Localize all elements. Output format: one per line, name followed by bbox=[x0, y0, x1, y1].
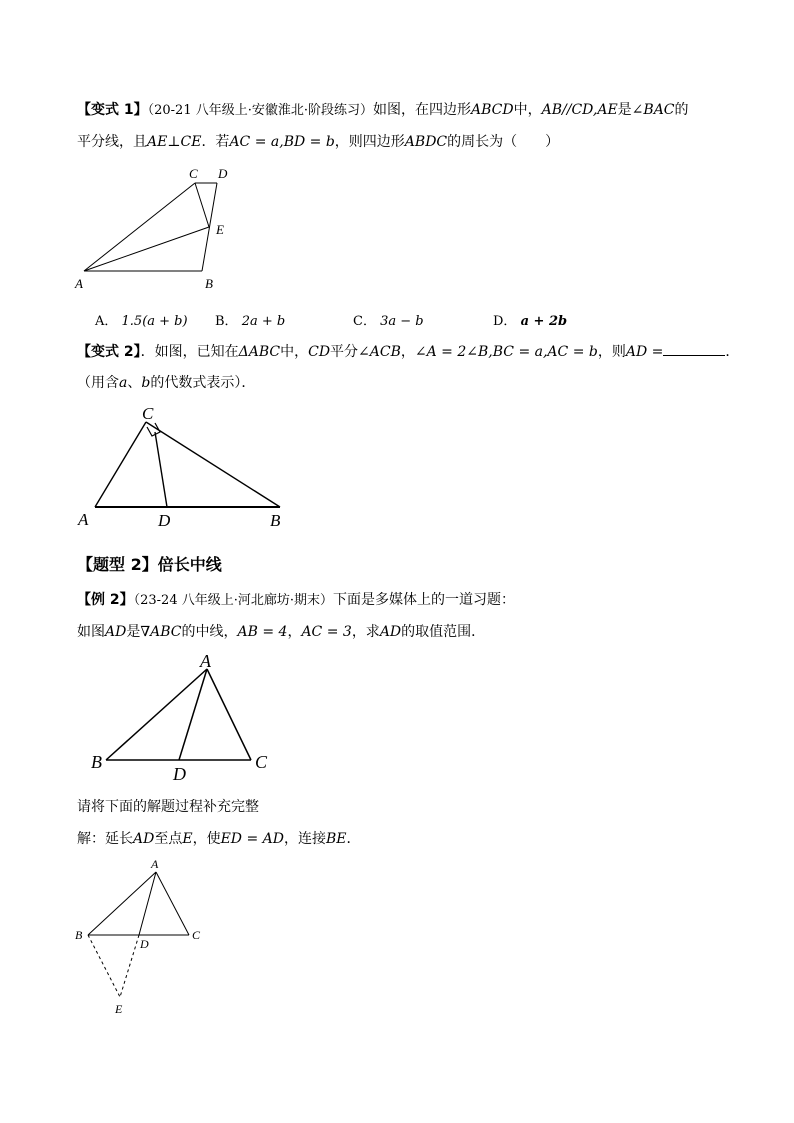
choice-d[interactable] bbox=[493, 310, 567, 329]
ex2-tag: 【例 2】 bbox=[77, 592, 134, 608]
v1-text1: 如图，在四边形 bbox=[373, 102, 471, 118]
v2-line2: （用含 bbox=[77, 375, 119, 391]
v2-line2end: 的代数式表示）． bbox=[150, 375, 256, 391]
v1-line-1 bbox=[77, 100, 689, 121]
sol-e: E bbox=[182, 831, 193, 847]
ex2-sep: ， bbox=[287, 624, 302, 640]
v2-angle: ∠ACB bbox=[358, 344, 401, 360]
v1-quad2: ABDC bbox=[404, 134, 448, 150]
answer-blank[interactable] bbox=[663, 341, 725, 356]
v2-label-a: A bbox=[78, 510, 89, 529]
choice-d-expr: a + 2b bbox=[520, 314, 568, 329]
v1-text4: 的 bbox=[674, 102, 689, 118]
v2-seg-cd bbox=[155, 432, 167, 507]
v2-text4: ， bbox=[400, 344, 415, 360]
v1-seg-ce bbox=[195, 183, 209, 227]
v2-figure bbox=[75, 405, 295, 530]
v1-text2: 中， bbox=[513, 102, 542, 118]
ex2-fill: 请将下面的解题过程补充完整 bbox=[77, 799, 259, 815]
ex2-solution-figure bbox=[70, 855, 220, 1020]
v1-line2c: ，则四边形 bbox=[334, 134, 405, 150]
ex2-ad: AD bbox=[105, 624, 127, 640]
sol-label-d: D bbox=[140, 937, 149, 951]
sol-label-b: B bbox=[75, 928, 83, 942]
v1-perp: AE⊥CE bbox=[147, 134, 202, 150]
v1-text3: 是 bbox=[617, 102, 632, 118]
sol-seg-ac bbox=[156, 872, 189, 935]
ex2-ab: AB = 4 bbox=[237, 624, 288, 640]
ex2-label-b: B bbox=[91, 752, 102, 772]
sol-label-c: C bbox=[192, 928, 201, 942]
ex2-q5: 的取值范围． bbox=[401, 624, 486, 640]
v2-label-c: C bbox=[142, 404, 154, 423]
v1-label-a: A bbox=[75, 276, 83, 291]
v2-text1: ．如图，已知在 bbox=[140, 344, 239, 360]
v2-text5: ，则 bbox=[597, 344, 626, 360]
v2-b: b bbox=[141, 375, 151, 391]
ex2-figure bbox=[88, 650, 283, 782]
ex2-seg-ac bbox=[207, 669, 251, 760]
v2-cd: CD bbox=[308, 344, 331, 360]
ex2-solution bbox=[77, 829, 361, 849]
ex2-seg-ad bbox=[179, 669, 207, 760]
ex2-source: （23-24 八年级上·河北廊坊·期末） bbox=[133, 593, 333, 608]
choice-b-expr: 2a + b bbox=[241, 314, 286, 329]
sol-label-a: A bbox=[151, 857, 159, 871]
sol4: ，连接 bbox=[284, 831, 326, 847]
v2-a: a bbox=[119, 375, 128, 391]
v1-seg-db bbox=[202, 183, 217, 271]
ex2-label-d: D bbox=[173, 764, 186, 784]
sol-seg-de bbox=[120, 935, 139, 997]
v1-line-2 bbox=[77, 132, 559, 152]
v1-label-b: B bbox=[205, 276, 213, 291]
sol-be: BE bbox=[326, 831, 347, 847]
v1-quad: ABCD bbox=[471, 102, 514, 118]
sol-ad: AD bbox=[133, 831, 155, 847]
choice-d-letter: D． bbox=[493, 314, 517, 329]
v2-end: ． bbox=[725, 344, 740, 360]
v1-line2a: 平分线，且 bbox=[77, 134, 147, 150]
v1-tag: 【变式 1】 bbox=[77, 102, 148, 118]
choice-a-letter: A． bbox=[95, 314, 118, 329]
ex2-tri: ∇ABC bbox=[140, 624, 182, 640]
choice-a[interactable] bbox=[95, 310, 188, 329]
ex2-q2: 是 bbox=[126, 624, 141, 640]
sol5: ． bbox=[346, 831, 361, 847]
v2-line-2 bbox=[77, 373, 255, 393]
ex2-line-2 bbox=[77, 622, 485, 642]
ex2-label-c: C bbox=[255, 752, 268, 772]
choice-b-letter: B． bbox=[215, 314, 238, 329]
ex2-line-1 bbox=[77, 590, 515, 611]
ex2-label-a: A bbox=[200, 651, 211, 671]
choice-a-expr: 1.5(a + b) bbox=[121, 314, 188, 329]
ex2-ad2: AD bbox=[379, 624, 402, 640]
v1-line2d: 的周长为（ ） bbox=[447, 134, 560, 150]
ex2-q3: 的中线， bbox=[181, 624, 238, 640]
ex2-q1: 如图 bbox=[77, 624, 105, 640]
v2-line-1 bbox=[77, 341, 739, 362]
v2-text2: 中， bbox=[280, 344, 309, 360]
v2-right-angle-mark bbox=[147, 423, 160, 436]
choice-c-expr: 3a − b bbox=[380, 314, 424, 329]
choice-c[interactable] bbox=[353, 310, 424, 329]
v2-text3: 平分 bbox=[330, 344, 359, 360]
v1-line2b: ．若 bbox=[201, 134, 230, 150]
sol-eq: ED = AD bbox=[220, 831, 284, 847]
sol3: ，使 bbox=[192, 831, 221, 847]
v1-given: AC = a,BD = b bbox=[229, 134, 335, 150]
sol-seg-ad bbox=[139, 872, 156, 935]
ex2-seg-ab bbox=[106, 669, 207, 760]
v2-seg-ac bbox=[95, 422, 146, 507]
v2-label-d: D bbox=[158, 511, 171, 530]
ex2-ac: AC = 3 bbox=[301, 624, 352, 640]
v2-seg-cb bbox=[146, 422, 280, 507]
ex2-q4: ，求 bbox=[351, 624, 380, 640]
sol-label-e: E bbox=[115, 1002, 123, 1016]
v2-label-b: B bbox=[270, 511, 281, 530]
v2-ask: AD = bbox=[625, 344, 664, 360]
v1-angle: ∠BAC bbox=[631, 102, 675, 118]
section-title: 【题型 2】倍长中线 bbox=[77, 555, 222, 574]
v2-sep: 、 bbox=[127, 375, 142, 391]
v1-label-c: C bbox=[189, 166, 198, 181]
v1-seg-ae bbox=[84, 227, 209, 271]
v1-label-d: D bbox=[218, 166, 228, 181]
v2-cond: ∠A = 2∠B,BC = a,AC = b bbox=[414, 344, 598, 360]
v1-label-e: E bbox=[216, 222, 224, 237]
ex2-text: 下面是多媒体上的一道习题： bbox=[333, 592, 515, 608]
v2-tri: ΔABC bbox=[238, 344, 281, 360]
v2-tag: 【变式 2】 bbox=[77, 344, 141, 360]
v1-cond1: AB//CD,AE bbox=[541, 102, 618, 118]
v1-figure bbox=[70, 160, 250, 295]
sol-seg-be bbox=[88, 935, 120, 997]
v1-source: （20-21 八年级上·安徽淮北·阶段练习） bbox=[147, 103, 373, 118]
sol-seg-ab bbox=[88, 872, 156, 935]
v1-seg-ac bbox=[84, 183, 195, 271]
sol1: 解：延长 bbox=[77, 831, 133, 847]
choice-b[interactable] bbox=[215, 310, 285, 329]
sol2: 至点 bbox=[154, 831, 183, 847]
choice-c-letter: C． bbox=[353, 314, 376, 329]
